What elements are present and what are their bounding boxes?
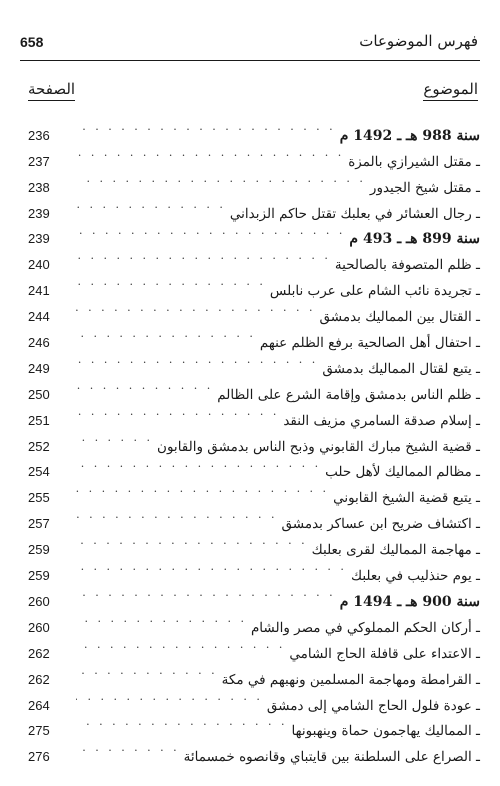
toc-page-number: 260 (28, 619, 50, 635)
toc-page-number: 264 (28, 697, 50, 713)
toc-entry-title: ـ ظلم المتصوفة بالصالحية (334, 257, 480, 274)
toc-page-number: 240 (28, 257, 50, 273)
toc-page-number: 252 (28, 438, 50, 454)
toc-page-number: 276 (28, 749, 50, 765)
dot-leader (76, 709, 288, 735)
toc-entry-title: ـ تجريدة نائب الشام على عرب نابلس (269, 283, 480, 300)
dot-leader (76, 554, 347, 580)
toc-page-number: 262 (28, 671, 50, 687)
toc-entry-title: ـ أركان الحكم المملوكي في مصر والشام (250, 619, 480, 636)
dot-leader (76, 528, 308, 554)
toc-entry-title: ـ مقتل الشيرازي بالمزة (348, 153, 480, 170)
toc-entry-title: ـ القرامطة ومهاجمة المسلمين ونهبهم في مكة (221, 671, 480, 688)
toc-entry-title: ـ مهاجمة المماليك لقرى بعلبك (311, 542, 480, 559)
header-rule (20, 60, 480, 61)
toc-entry-title: ـ اكتشاف ضريح ابن عساكر بدمشق (281, 516, 480, 533)
dot-leader (76, 606, 247, 632)
toc-section-title: سنة 988 هـ ـ 1492 م (339, 127, 480, 144)
dot-leader (76, 192, 226, 218)
dot-leader (76, 580, 336, 606)
toc-entry-title: ـ الاعتداء على قافلة الحاج الشامي (289, 645, 480, 662)
toc-page-number: 260 (28, 593, 50, 609)
column-heading-page: الصفحة (28, 80, 75, 101)
toc-page-number: 239 (28, 205, 50, 221)
toc-entry-title: ـ مظالم المماليك لأهل حلب (325, 464, 480, 481)
running-title: فهرس الموضوعات (359, 32, 478, 50)
toc-page-number: 238 (28, 179, 50, 195)
toc-section-title: سنة 900 هـ ـ 1494 م (339, 593, 480, 610)
dot-leader (76, 658, 218, 684)
toc-page-number: 255 (28, 490, 50, 506)
dot-leader (76, 684, 263, 710)
dot-leader (76, 632, 285, 658)
toc-entry-title: ـ يتبع لقتال المماليك بدمشق (322, 360, 480, 377)
toc-entry-title: ـ الصراع على السلطنة بين قايتباي وقانصوه خمسمائة (183, 749, 480, 766)
toc-entry-title: ـ مقتل شيخ الجيدور (369, 179, 480, 196)
dot-leader (76, 425, 153, 451)
column-heading-subject: الموضوع (423, 80, 478, 101)
dot-leader (76, 218, 345, 244)
toc-page-number: 250 (28, 386, 50, 402)
dot-leader (76, 735, 180, 761)
toc-page-number: 237 (28, 153, 50, 169)
table-of-contents (20, 114, 480, 766)
toc-page-number: 251 (28, 412, 50, 428)
toc-entry-title: ـ يوم حنذليب في بعلبك (350, 568, 480, 585)
toc-entry-title: ـ ظلم الناس بدمشق وإقامة الشرع على الظالم (217, 386, 480, 403)
dot-leader (76, 114, 336, 140)
toc-entry-title: ـ عودة فلول الحاج الشامي إلى دمشق (266, 697, 480, 714)
toc-page-number: 236 (28, 127, 50, 143)
toc-entry-title: ـ قضية الشيخ مبارك القابوني وذبح الناس بدمشق والقابون (157, 438, 480, 455)
dot-leader (76, 269, 266, 295)
toc-page-number: 254 (28, 464, 50, 480)
toc-page-number: 259 (28, 542, 50, 558)
toc-section-title: سنة 899 هـ ـ 493 م (349, 231, 480, 248)
dot-leader (76, 373, 213, 399)
dot-leader (76, 347, 318, 373)
toc-page-number: 249 (28, 360, 50, 376)
dot-leader (76, 476, 329, 502)
toc-entry-title: ـ إسلام صدقة السامري مزيف النقد (283, 412, 480, 429)
toc-page-number: 275 (28, 723, 50, 739)
dot-leader (76, 140, 344, 166)
toc-page-number: 257 (28, 516, 50, 532)
dot-leader (76, 166, 366, 192)
toc-page-number: 246 (28, 335, 50, 351)
toc-page-number: 244 (28, 309, 50, 325)
toc-section-row (20, 114, 480, 144)
toc-entry-title: ـ رجال العشائر في بعلبك تقتل حاكم الزبداني (229, 205, 480, 222)
dot-leader (76, 399, 279, 425)
toc-entry-title: ـ المماليك يهاجمون حماة وينهبونها (291, 723, 480, 740)
dot-leader (76, 321, 256, 347)
toc-page-number: 259 (28, 568, 50, 584)
dot-leader (76, 295, 316, 321)
toc-page-number: 262 (28, 645, 50, 661)
dot-leader (76, 451, 321, 477)
toc-page-number: 239 (28, 231, 50, 247)
dot-leader (76, 502, 278, 528)
toc-entry-title: ـ القتال بين المماليك بدمشق (319, 309, 480, 326)
toc-entry-title: ـ احتفال أهل الصالحية برفع الظلم عنهم (259, 335, 480, 352)
dot-leader (76, 243, 331, 269)
toc-page-number: 241 (28, 283, 50, 299)
page-number: 658 (20, 34, 44, 50)
toc-entry-title: ـ يتبع قضية الشيخ القابوني (333, 490, 480, 507)
